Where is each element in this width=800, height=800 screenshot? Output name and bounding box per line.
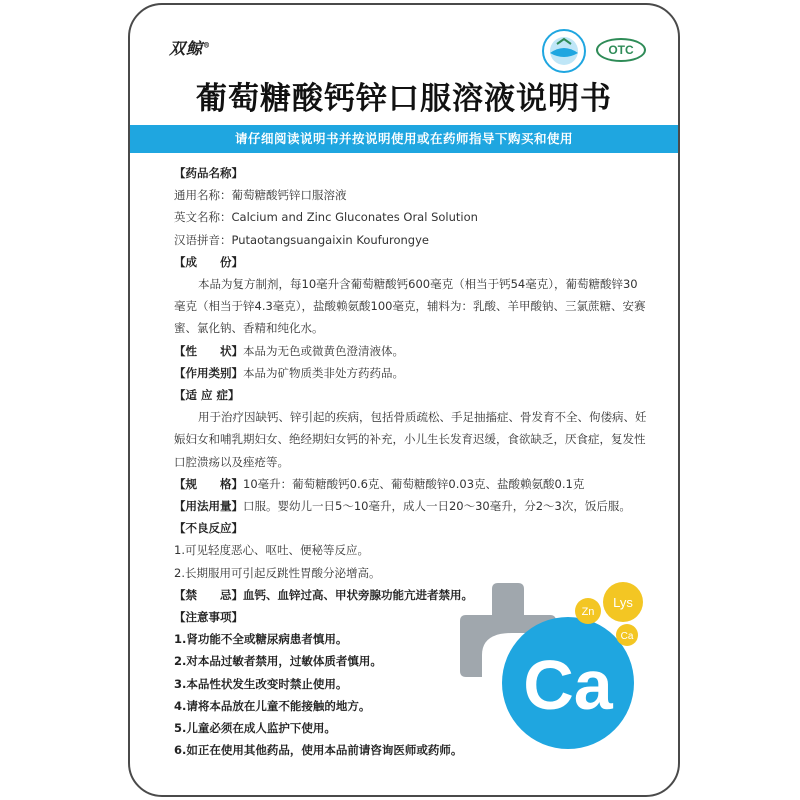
generic-name: 通用名称：葡萄糖酸钙锌口服溶液	[174, 188, 347, 203]
spec-text: 10毫升：葡萄糖酸钙0.6克、葡萄糖酸锌0.03克、盐酸赖氨酸0.1克	[243, 476, 585, 491]
note-item: 4.请将本品放在儿童不能接触的地方。	[174, 698, 371, 713]
section-head-category: 【作用类别】	[174, 365, 243, 380]
note-item: 1.肾功能不全或糖尿病患者慎用。	[174, 632, 348, 647]
spec-row	[174, 473, 649, 495]
note-item: 3.本品性状发生改变时禁止使用。	[174, 676, 348, 691]
adverse-item: 1.可见轻度恶心、呕吐、便秘等反应。	[174, 543, 369, 558]
note-item: 2.对本品过敏者禁用，过敏体质者慎用。	[174, 654, 382, 669]
note-item: 5.儿童必须在成人监护下使用。	[174, 721, 336, 736]
character-row	[174, 340, 649, 362]
section-head-notes: 【注意事项】	[174, 610, 243, 625]
leaflet-card	[128, 3, 680, 797]
section-head-spec: 【规 格】	[174, 476, 243, 491]
usage-text: 口服。婴幼儿一日5～10毫升，成人一日20～30毫升，分2～3次，饭后服。	[243, 499, 631, 514]
section-head-usage: 【用法用量】	[174, 499, 243, 514]
section-head-adverse: 【不良反应】	[174, 521, 243, 536]
zn-label: Zn	[581, 606, 595, 618]
calcium-illustration	[452, 575, 652, 755]
lys-label: Lys	[613, 595, 633, 610]
ca-small-label: Ca	[620, 631, 634, 642]
contra-text: 血钙、血锌过高、甲状旁腺功能亢进者禁用。	[243, 587, 473, 602]
category-text: 本品为矿物质类非处方药药品。	[243, 365, 404, 380]
character-text: 本品为无色或微黄色澄清液体。	[243, 343, 404, 358]
pinyin-name: 汉语拼音：Putaotangsuangaixin Koufurongye	[174, 232, 429, 247]
section-head-character: 【性 状】	[174, 343, 243, 358]
page-title: 葡萄糖酸钙锌口服溶液说明书	[196, 81, 612, 117]
section-head-composition: 【成 份】	[174, 254, 243, 269]
english-name: 英文名称：Calcium and Zinc Gluconates Oral Solution	[174, 210, 478, 225]
usage-row	[174, 495, 649, 517]
certification-globe-icon	[541, 28, 587, 74]
banner-text: 请仔细阅读说明书并按说明使用或在药师指导下购买和使用	[234, 131, 573, 146]
otc-badge: OTC	[596, 38, 646, 62]
indication-text: 用于治疗因缺钙、锌引起的疾病，包括骨质疏松、手足抽搐症、骨发育不全、佝偻病、妊娠妇女和哺乳期妇女、绝经期妇女钙的补充，小儿生长发育迟缓，食欲缺乏，厌食症，复发性口腔溃疡以及痤疮等。	[174, 410, 647, 469]
ca-label: Ca	[523, 646, 613, 724]
instruction-banner	[130, 125, 678, 153]
brand-logo: 双鲸®	[169, 39, 212, 58]
section-head-contra: 【禁 忌】	[174, 587, 243, 602]
composition-text: 本品为复方制剂，每10毫升含葡萄糖酸钙600毫克（相当于钙54毫克），葡萄糖酸锌30毫克（相当于锌4.3毫克），盐酸赖氨酸100毫克，辅料为：乳酸、羊甲酸钠、三氯蔗糖、安赛蜜、氯化钠、香精和纯化水。	[174, 277, 646, 336]
category-row	[174, 362, 649, 384]
section-head-name: 【药品名称】	[174, 166, 243, 180]
adverse-item: 2.长期服用可引起反跳性胃酸分泌增高。	[174, 565, 381, 580]
section-head-indication: 【适 应 症】	[174, 388, 240, 403]
note-item: 6.如正在使用其他药品，使用本品前请咨询医师或药师。	[174, 743, 463, 758]
